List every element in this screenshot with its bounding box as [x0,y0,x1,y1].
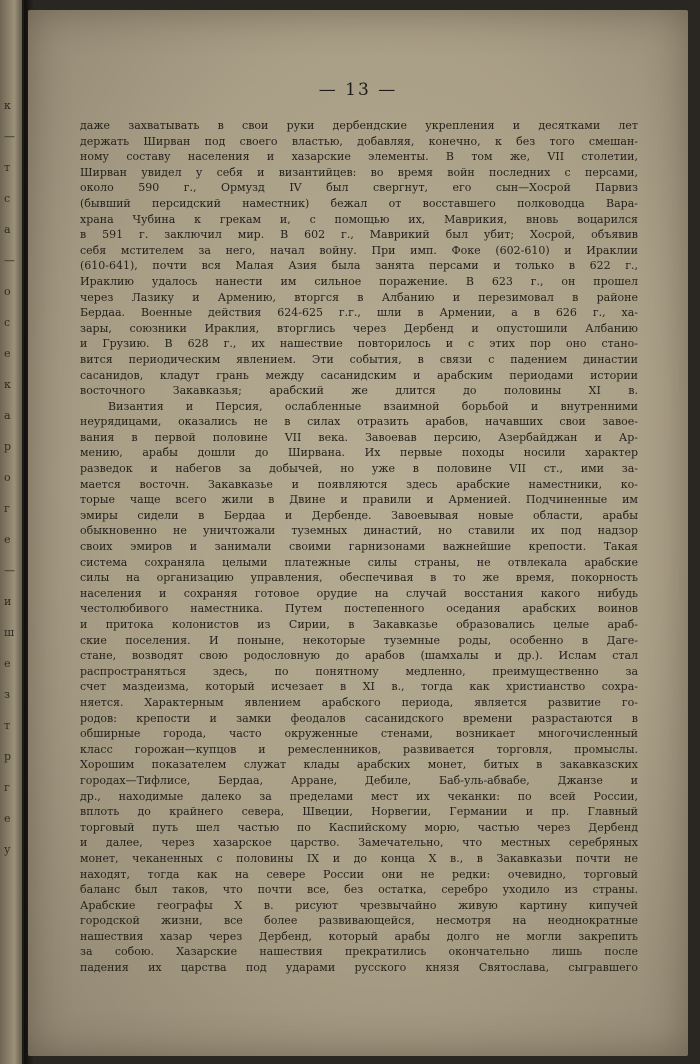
margin-char: е [4,812,11,825]
text-line: силы на организацию управления, обеспечивая в то же время, покорность [80,571,638,585]
text-line: через Лазику и Армению, вторгся в Албанию и перезимовал в районе [80,290,638,304]
page-number: — 13 — [318,80,398,100]
text-line: Ираклию удалось нанести им сильное поражение. В 623 г., он прошел [80,274,638,288]
text-line: Византия и Персия, ослабленные взаимной борьбой и внутренними [108,399,638,413]
paragraph [80,399,638,976]
text-line: сасанидов, кладут грань между сасанидским и арабским периодами истории [80,368,638,382]
margin-char: с [4,316,11,329]
text-line: др., находимые далеко за пределами мест их чеканки: по всей России, [80,789,638,803]
text-line: в 591 г. заключил мир. В 602 г., Маврикий был убит; Хосрой, объявив [80,228,638,242]
text-line: неурядицами, оказались не в силах отразить арабов, начавших свои завое- [80,415,638,429]
margin-char: з [4,688,10,701]
text-line: населения и сохраняя готовое орудие на случай восстания какого нибудь [80,586,638,600]
text-line: храна Чубина к грекам и, с помощью их, Маврикия, вновь воцарился [80,212,638,226]
text-line: около 590 г., Ормузд IV был свергнут, его сын—Хосрой Парвиз [80,181,638,195]
text-line: честолюбивого наместника. Путем постепенного оседания арабских воинов [80,602,638,616]
text-line: и далее, через хазарское царство. Замечательно, что местных серебряных [80,836,638,850]
margin-char: о [4,471,11,484]
text-line: няется. Характерным явлением арабского периода, является развитие го- [80,695,638,709]
text-line: ские поселения. И поныне, некоторые туземные роды, особенно в Даге- [80,633,638,647]
text-line: баланс был таков, что почти все, без остатка, серебро уходило из страны. [80,883,638,897]
margin-char: е [4,657,11,670]
text-line: монет, чеканенных с половины IX и до конца X в., в Закавказьи почти не [80,851,638,865]
text-line: ному составу населения и хазарские элементы. В том же, VII столетии, [80,150,638,164]
text-line: вания в первой половине VII века. Завоевав персию, Азербайджан и Ар- [80,430,638,444]
text-line: Хорошим показателем служат клады арабских монет, битых в закавказских [80,758,638,772]
margin-char: т [4,161,11,174]
text-line: за собою. Хазарские нашествия прекратились окончательно лишь после [80,945,638,959]
text-line: нашествия хазар через Дербенд, который арабы долго не могли закрепить [80,929,638,943]
margin-char: г [4,781,10,794]
adjacent-page-margin-text [4,100,20,855]
margin-char: т [4,719,11,732]
text-line: торговый путь шел частью по Каспийскому морю, частью через Дербенд [80,820,638,834]
book-page [28,10,688,1056]
text-line: счет маздеизма, который исчезает в XI в., тогда как христианство сохра- [80,680,638,694]
adjacent-page-edge [0,0,24,1064]
text-line: обширные города, часто окруженные стенами, возникает многочисленный [80,727,638,741]
text-line: зары, союзники Ираклия, вторглись через Дербенд и опустошили Албанию [80,321,638,335]
text-line: стане, возводят свою родословную до арабов (шамхалы и др.). Ислам стал [80,649,638,663]
text-line: городах—Тифлисе, Бердаа, Арране, Дебиле, Баб-уль-абвабе, Джанзе и [80,773,638,787]
margin-char: р [4,440,12,453]
margin-char: е [4,347,11,360]
text-line: (610-641), почти вся Малая Азия была занята персами и только в 622 г., [80,259,638,273]
text-line: падения их царства под ударами русского князя Святослава, сыгравшего [80,961,638,975]
margin-char: к [4,378,11,391]
text-line: находят, тогда как на севере России они не редки: очевидно, торговый [80,867,638,881]
text-line: держать Ширван под своего властью, добавляя, конечно, к без того смешан- [80,134,638,148]
text-line: даже захватывать в свои руки дербендские укрепления и десятками лет [80,119,638,132]
text-line: своих эмиров и занимали своими гарнизонами важнейшие крепости. Такая [80,540,638,554]
margin-char: о [4,285,11,298]
paragraph [80,118,638,399]
text-line: родов: крепости и замки феодалов сасанидского времени разрастаются в [80,711,638,725]
text-line: класс горожан—купцов и ремесленников, развивается торговля, промыслы. [80,742,638,756]
text-line: (бывший персидский наместник) бежал от восставшего полководца Вара- [80,196,638,210]
text-line: и притока колонистов из Сирии, в Закавказье образовались целые араб- [80,618,638,631]
margin-char: к [4,99,11,112]
text-line: себя мстителем за него, начал войну. При имп. Фоке (602-610) и Ираклии [80,243,638,257]
margin-char: ш [4,626,15,639]
text-line: распространяться здесь, по понятному медленно, преимущественно за [80,664,638,678]
margin-char: а [4,409,11,422]
text-line: Бердаа. Военные действия 624-625 г.г., шли в Армении, а в 626 г., ха- [80,306,638,320]
margin-char: — [4,564,15,577]
margin-char: е [4,533,11,546]
margin-char: — [4,130,15,143]
text-line: вится периодическим явлением. Эти события, в связи с падением династии [80,352,638,366]
margin-char: г [4,502,10,515]
margin-char: и [4,595,12,608]
text-line: система сохраняла целыми платежные силы страны, не отвлекала арабские [80,555,638,569]
margin-char: у [4,843,11,856]
text-line: разведок и набегов за добычей, но уже в половине VII ст., ими за- [80,462,638,476]
text-line: эмиры сидели в Бердаа и Дербенде. Завоевывая новые области, арабы [80,508,638,522]
text-line: обыкновенно не уничтожали туземных династий, но ставили их под надзор [80,524,638,538]
text-line: восточного Закавказья; арабский же длится до половины XI в. [80,384,638,398]
margin-char: а [4,223,11,236]
text-line: вплоть до крайнего севера, Швеции, Норвегии, Германии и пр. Главный [80,805,638,819]
text-line: Ширван увидел у себя и византийцев: во время войн последних с персами, [80,165,638,179]
margin-char: р [4,750,12,763]
text-line: торые чаще всего жили в Двине и правили и Арменией. Подчиненные им [80,493,638,507]
text-line: Арабские географы X в. рисуют чрезвычайно живую картину кипучей [80,898,638,912]
body-text [80,118,638,976]
text-line: и Грузию. В 628 г., их нашествие повторилось и с этих пор оно стано- [80,337,638,351]
margin-char: с [4,192,11,205]
text-line: мению, арабы дошли до Ширвана. Их первые походы носили характер [80,446,638,460]
text-line: мается восточн. Закавказье и появляются здесь арабские наместники, ко- [80,477,638,491]
margin-char: — [4,254,15,267]
text-line: городской жизни, все более развивающейся, несмотря на неоднократные [80,914,638,928]
